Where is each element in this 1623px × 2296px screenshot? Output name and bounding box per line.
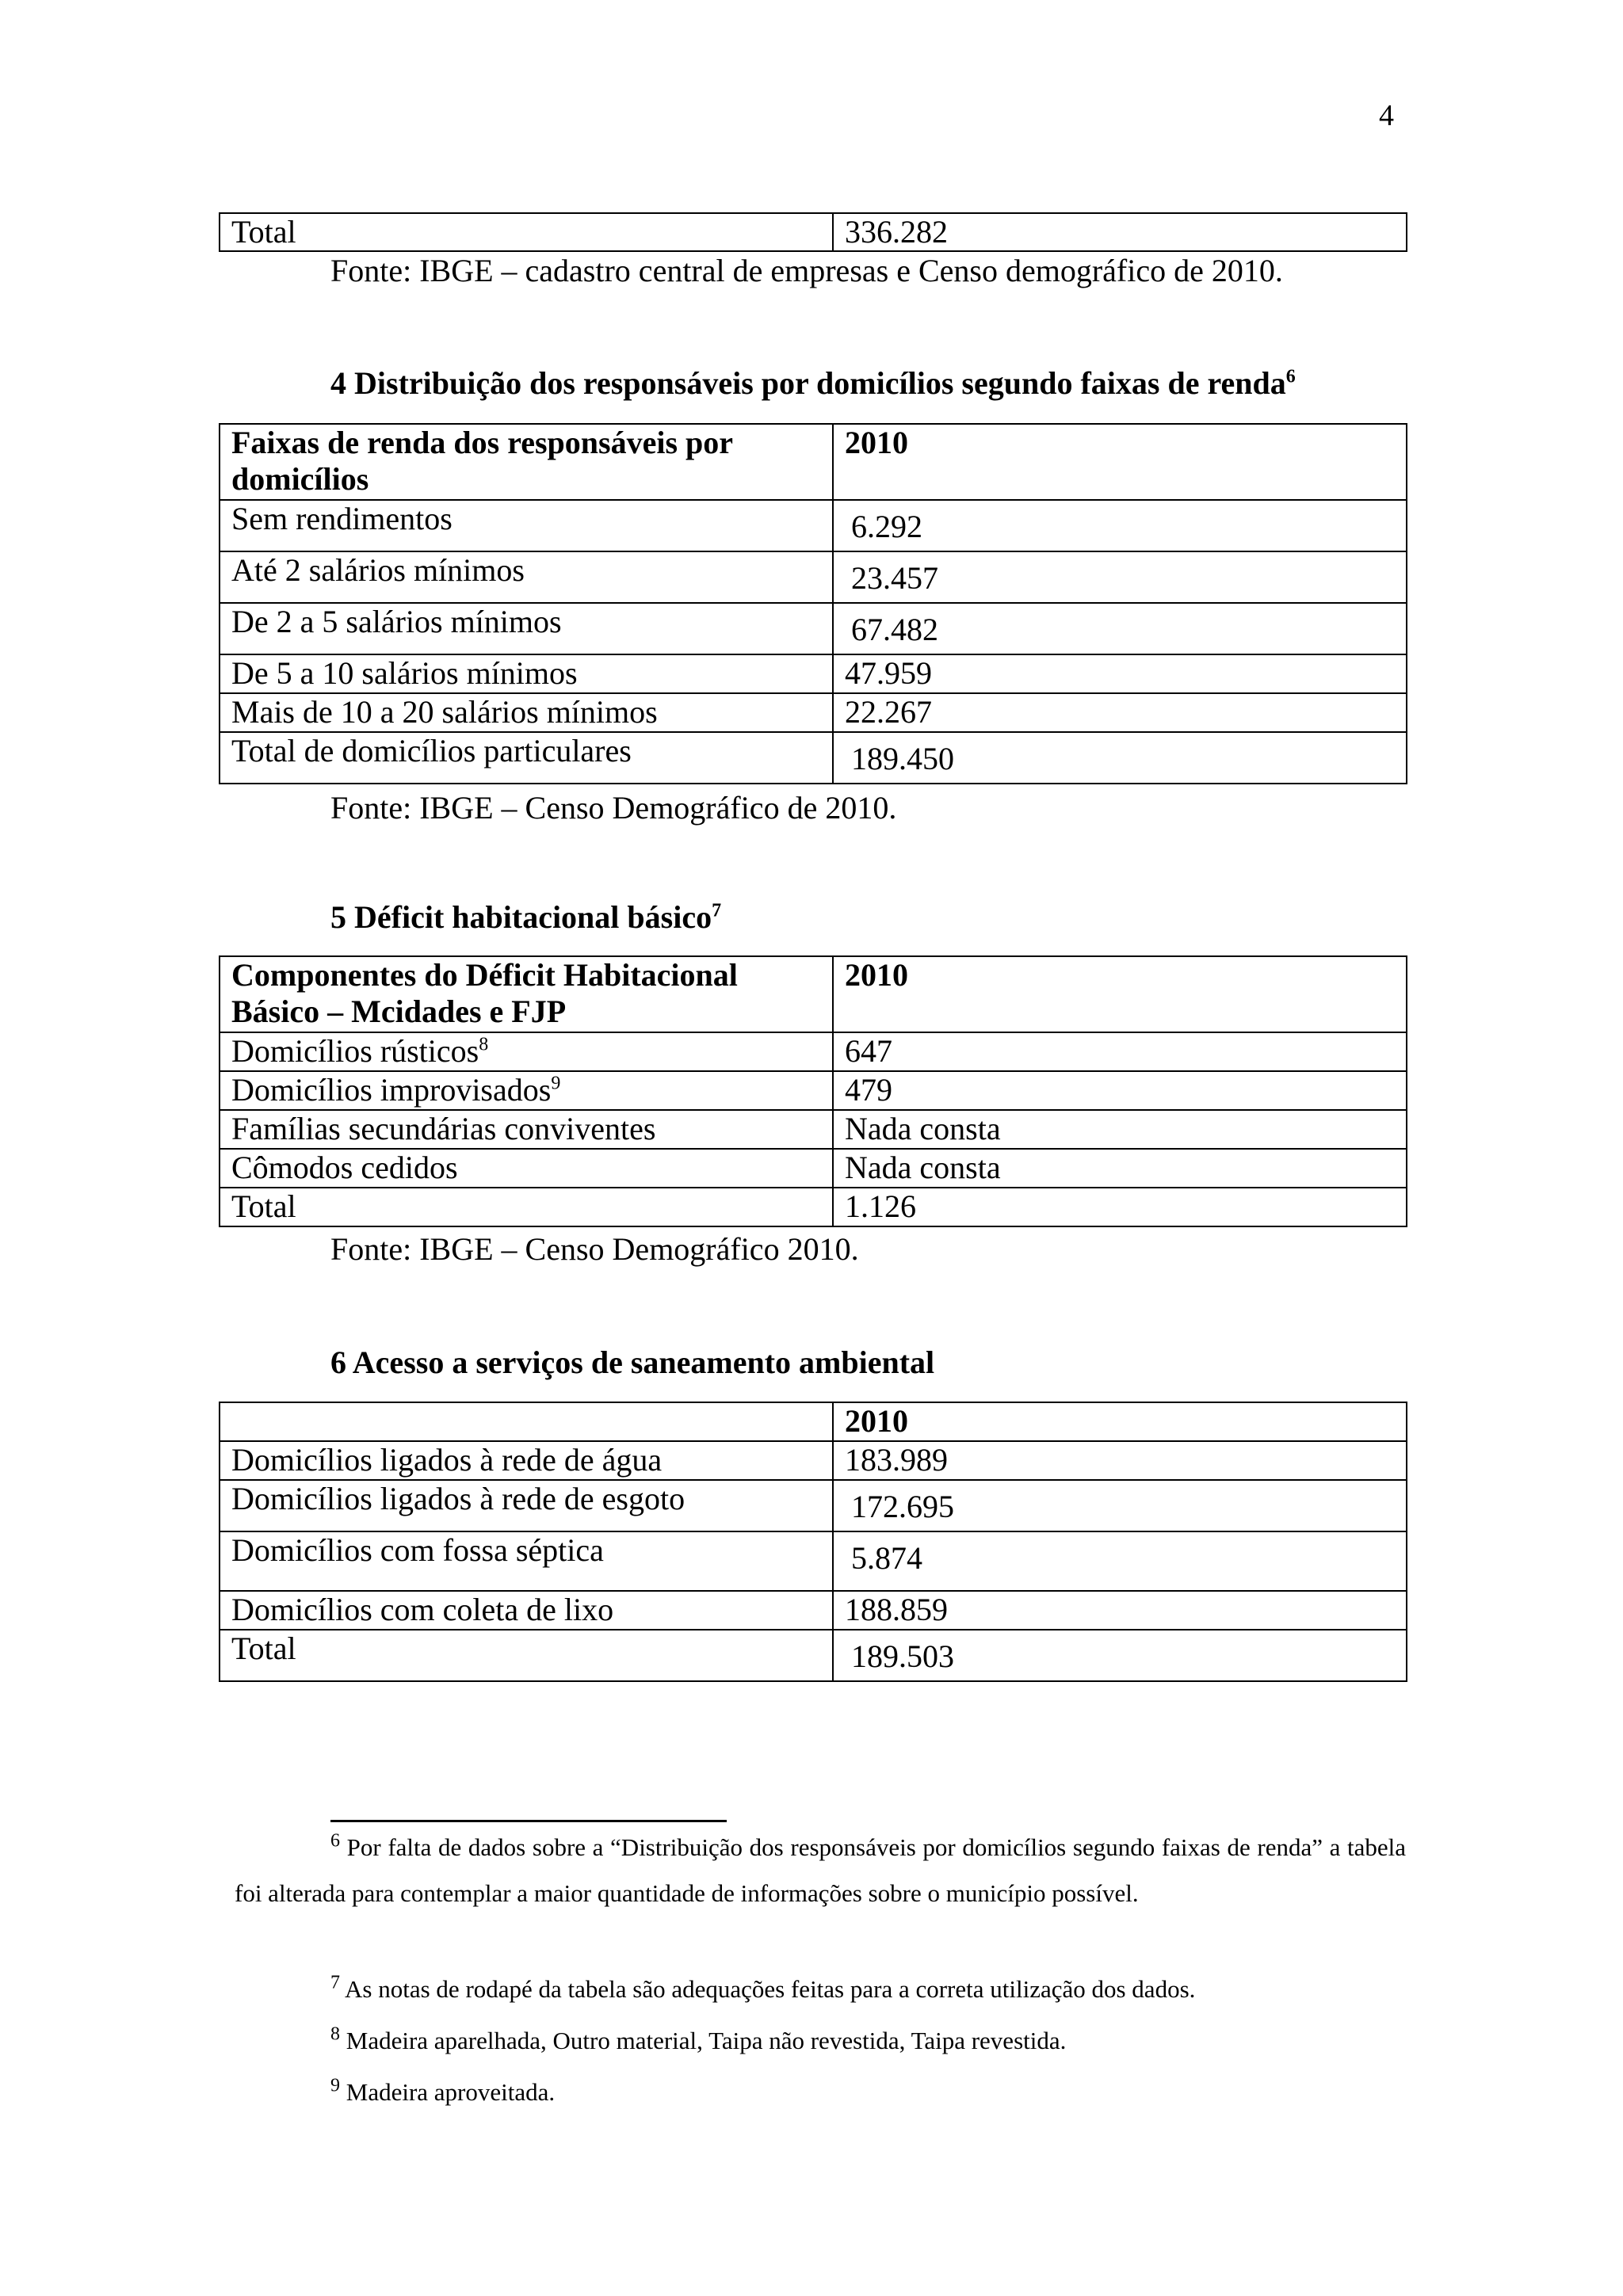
table-cell-value: 5.874	[833, 1531, 1407, 1591]
table-header-cell: 2010	[833, 424, 1407, 500]
table-row	[220, 1071, 1407, 1110]
footnote-number: 9	[330, 2075, 340, 2096]
table-row	[220, 654, 1407, 693]
footnote-text: As notas de rodapé da tabela são adequações feitas para a correta utilização dos dados.	[345, 1975, 1196, 2003]
table-row	[220, 1110, 1407, 1149]
section-5-heading	[330, 898, 721, 936]
table-cell-value: 188.859	[833, 1591, 1407, 1630]
table-row	[220, 732, 1407, 784]
footnote	[330, 1966, 1195, 2012]
table-cell-label: Domicílios com fossa séptica	[220, 1531, 833, 1591]
footnote	[330, 2018, 1066, 2064]
table-cell-label: Total de domicílios particulares	[220, 732, 833, 784]
table-source: Fonte: IBGE – Censo Demográfico 2010.	[330, 1231, 859, 1267]
table-cell-value: 336.282	[833, 213, 1407, 251]
table-cell-label: Sem rendimentos	[220, 500, 833, 551]
table-header-cell: Componentes do Déficit Habitacional Básico – Mcidades e FJP	[220, 956, 833, 1032]
footnote-ref: 9	[551, 1073, 561, 1094]
footnote-ref: 7	[712, 900, 722, 921]
table-row	[220, 1441, 1407, 1480]
table-row	[220, 1149, 1407, 1188]
footnote-text: Madeira aproveitada.	[346, 2078, 556, 2106]
table-header-row	[220, 424, 1407, 500]
table-row	[220, 1188, 1407, 1226]
table-cell-value: 183.989	[833, 1441, 1407, 1480]
table-row	[220, 213, 1407, 251]
table-row	[220, 603, 1407, 654]
table-cell-value: 23.457	[833, 551, 1407, 603]
table-row	[220, 500, 1407, 551]
footnote-text: Por falta de dados sobre a “Distribuição dos responsáveis por domicílios segundo faixas de renda” a tabela foi alterada para contemplar a maior quantidade de informações sobre o município possível.	[235, 1833, 1406, 1907]
footnote-ref: 6	[1285, 366, 1296, 387]
footnote	[235, 1825, 1406, 1917]
table-cell-label: Domicílios ligados à rede de água	[220, 1441, 833, 1480]
footnote	[330, 2069, 555, 2115]
table-cell-label: De 2 a 5 salários mínimos	[220, 603, 833, 654]
table-cell-label: Até 2 salários mínimos	[220, 551, 833, 603]
table-cell-label: Total	[220, 1188, 833, 1226]
table-cell-text: Domicílios rústicos	[231, 1033, 479, 1069]
table-row	[220, 1630, 1407, 1681]
table-source: Fonte: IBGE – cadastro central de empresas e Censo demográfico de 2010.	[330, 253, 1283, 288]
table-cell-value: 67.482	[833, 603, 1407, 654]
footnote-number: 7	[330, 1972, 340, 1993]
table-cell-label	[220, 1071, 833, 1110]
section-6-heading: 6 Acesso a serviços de saneamento ambiental	[330, 1344, 935, 1380]
footnote-text: Madeira aparelhada, Outro material, Taipa não revestida, Taipa revestida.	[346, 2027, 1067, 2054]
section-4-heading	[330, 364, 1296, 402]
section-5-heading-text: 5 Déficit habitacional básico	[330, 899, 712, 935]
table-cell-label: Total	[220, 1630, 833, 1681]
table-cell-value: 189.450	[833, 732, 1407, 784]
footnote-ref: 8	[479, 1034, 489, 1055]
table-row	[220, 1591, 1407, 1630]
table-cell-value: Nada consta	[833, 1149, 1407, 1188]
table-header-row	[220, 956, 1407, 1032]
footnote-number: 8	[330, 2023, 340, 2045]
table-cell-label: Total	[220, 213, 833, 251]
table-row	[220, 551, 1407, 603]
table-cell-value: 172.695	[833, 1480, 1407, 1531]
table-row	[220, 1480, 1407, 1531]
table-header-cell: Faixas de renda dos responsáveis por domicílios	[220, 424, 833, 500]
table-header-cell: 2010	[833, 956, 1407, 1032]
table-cell-value: 22.267	[833, 693, 1407, 732]
housing-deficit-table	[219, 955, 1407, 1227]
section-4-heading-text: 4 Distribuição dos responsáveis por domicílios segundo faixas de renda	[330, 365, 1286, 401]
table-cell-value: 6.292	[833, 500, 1407, 551]
table-cell-label	[220, 1032, 833, 1071]
sanitation-table	[219, 1402, 1407, 1682]
table-cell-label: Famílias secundárias conviventes	[220, 1110, 833, 1149]
table-continuation	[219, 212, 1407, 252]
footnote-separator	[330, 1820, 727, 1822]
table-row	[220, 693, 1407, 732]
table-cell-value: 47.959	[833, 654, 1407, 693]
table-cell-label: Cômodos cedidos	[220, 1149, 833, 1188]
table-cell-label: De 5 a 10 salários mínimos	[220, 654, 833, 693]
table-cell-label: Mais de 10 a 20 salários mínimos	[220, 693, 833, 732]
table-header-cell: 2010	[833, 1402, 1407, 1441]
income-table	[219, 423, 1407, 784]
table-cell-value: 1.126	[833, 1188, 1407, 1226]
table-row	[220, 1032, 1407, 1071]
table-cell-value: 479	[833, 1071, 1407, 1110]
table-cell-value: 189.503	[833, 1630, 1407, 1681]
table-cell-label: Domicílios com coleta de lixo	[220, 1591, 833, 1630]
table-cell-value: 647	[833, 1032, 1407, 1071]
table-source: Fonte: IBGE – Censo Demográfico de 2010.	[330, 790, 897, 826]
table-cell-value: Nada consta	[833, 1110, 1407, 1149]
table-row	[220, 1531, 1407, 1591]
table-cell-text: Domicílios improvisados	[231, 1072, 552, 1108]
page-number: 4	[1379, 99, 1394, 132]
footnote-number: 6	[330, 1830, 340, 1852]
table-cell-label: Domicílios ligados à rede de esgoto	[220, 1480, 833, 1531]
table-header-row	[220, 1402, 1407, 1441]
table-header-cell	[220, 1402, 833, 1441]
